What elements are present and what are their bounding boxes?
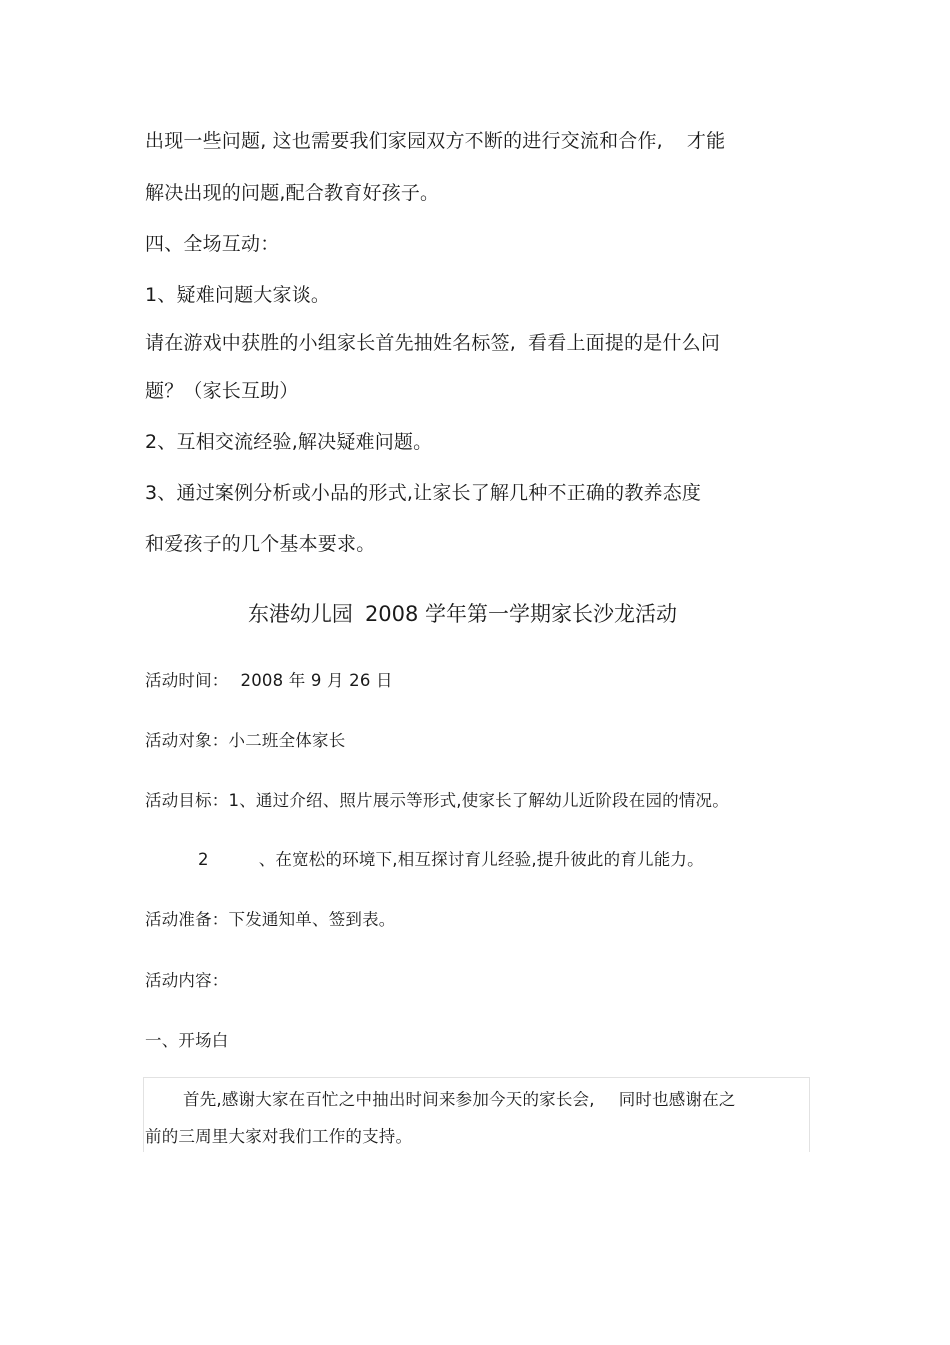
section-heading: 四、全场互动： (145, 233, 280, 255)
page-title (0, 598, 925, 628)
activity-time (145, 668, 393, 694)
activity-prep: 活动准备：下发通知单、签到表。 (145, 910, 396, 929)
list-item: 2、互相交流经验,解决疑难问题。 (145, 431, 433, 453)
goal-number: 2 (198, 850, 209, 869)
paragraph-line: 和爱孩子的几个基本要求。 (145, 533, 376, 555)
field-label: 活动时间： (145, 671, 229, 690)
text-segment: 请在游戏中获胜的小组家长首先抽姓名标签, (145, 332, 517, 354)
field-value: 2008 年 9 月 26 日 (240, 671, 393, 690)
title-part: 2008 学年第一学期家长沙龙活动 (364, 602, 678, 626)
text-segment: 才能 (686, 130, 726, 152)
activity-content-label: 活动内容： (145, 971, 229, 990)
section-heading: 一、开场白 (145, 1031, 229, 1050)
activity-goal-1: 活动目标：1、通过介绍、照片展示等形式,使家长了解幼儿近阶段在园的情况。 (145, 791, 729, 810)
activity-target: 活动对象：小二班全体家长 (145, 731, 346, 750)
paragraph-line (145, 330, 720, 356)
list-item: 1、疑难问题大家谈。 (145, 284, 331, 306)
paragraph-line (145, 128, 725, 154)
text-segment: 首先,感谢大家在百忙之中抽出时间来参加今天的家长会, (183, 1090, 595, 1109)
opening-line: 前的三周里大家对我们工作的支持。 (145, 1127, 413, 1146)
list-item: 3、通过案例分析或小品的形式,让家长了解几种不正确的教养态度 (145, 482, 702, 504)
activity-goal-2 (198, 847, 704, 873)
text-segment: 出现一些问题, 这也需要我们家园双方不断的进行交流和合作, (145, 130, 663, 152)
title-part: 东港幼儿园 (247, 602, 353, 626)
text-segment: 同时也感谢在之 (618, 1090, 736, 1109)
opening-line (183, 1087, 736, 1113)
paragraph-line: 题？（家长互助） (145, 380, 299, 402)
goal-text: 、在宽松的环境下,相互探讨育儿经验,提升彼此的育儿能力。 (258, 850, 704, 869)
text-segment: 看看上面提的是什么问 (528, 332, 721, 354)
paragraph-line: 解决出现的问题,配合教育好孩子。 (145, 182, 440, 204)
